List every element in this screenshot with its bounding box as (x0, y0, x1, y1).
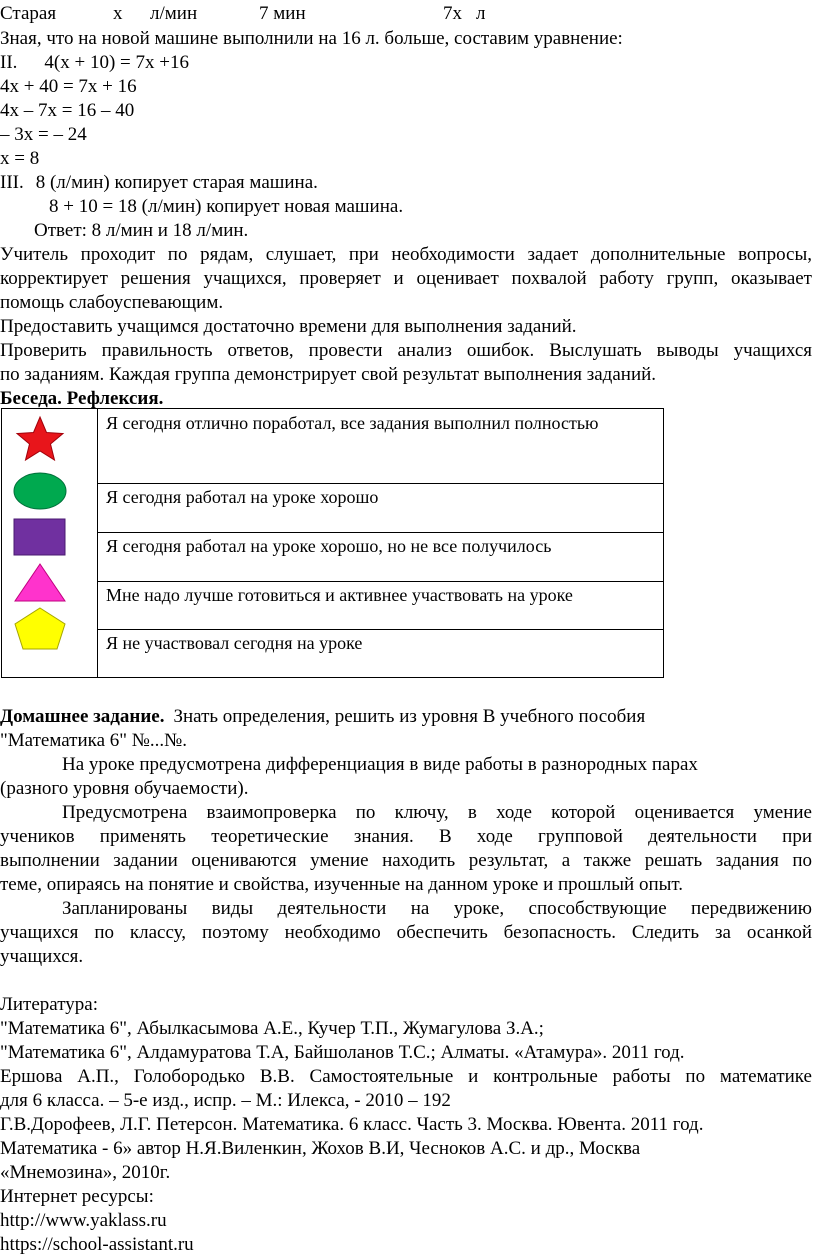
step-2-equation: 4(х + 10) = 7х +16 (44, 52, 189, 73)
step-3-label: III. (0, 172, 24, 193)
reflection-table (1, 408, 664, 678)
reflection-row-text: Я сегодня отлично поработал, все задания выполнил полностью (106, 413, 599, 433)
step-3 (0, 171, 318, 195)
paragraph-line: теме, опираясь на понятие и свойства, изученные на данном уроке и прошлый опыт. (0, 874, 684, 895)
header-old: Старая (0, 3, 57, 24)
reflection-heading: Беседа. Рефлексия. (0, 388, 164, 409)
reflection-row (98, 582, 664, 630)
table-header-row (0, 2, 56, 26)
internet-heading: Интернет ресурсы: (0, 1186, 154, 1207)
paragraph-line: учеников применять теоретические знания. В ходе групповой деятельности при (0, 826, 812, 847)
reflection-row (98, 484, 664, 533)
paragraph-line: На уроке предусмотрена дифференциация в виде работы в разнородных парах (62, 754, 698, 775)
triangle-icon (15, 564, 65, 601)
header-7x: 7х (443, 3, 462, 24)
homework (0, 705, 645, 729)
paragraph-line: выполнении задании оцениваются умение находить результат, а также решать задания по (0, 850, 812, 871)
paragraph-line: по заданиям. Каждая группа демонстрирует свой результат выполнения заданий. (0, 364, 657, 385)
reflection-row (98, 533, 664, 582)
paragraph-line: помощь слабоуспевающим. (0, 292, 224, 313)
star-icon (17, 417, 63, 460)
header-time: 7 мин (259, 3, 306, 24)
literature-item: «Мнемозина», 2010г. (0, 1162, 171, 1183)
new-machine-line: 8 + 10 = 18 (л/мин) копирует новая машина. (49, 196, 404, 217)
homework-text-line: "Математика 6" №...№. (0, 730, 188, 751)
reflection-row (98, 630, 664, 677)
paragraph-line: Проверить правильность ответов, провести анализ ошибок. Выслушать выводы учащихся (0, 340, 812, 361)
step-2 (0, 51, 189, 75)
reflection-row-text: Я сегодня работал на уроке хорошо (106, 487, 379, 507)
square-icon (14, 519, 65, 555)
header-x: х (113, 3, 123, 24)
equation-line: 4х – 7х = 16 – 40 (0, 100, 135, 121)
pentagon-icon (15, 608, 65, 649)
reflection-row-text: Я не участвовал сегодня на уроке (106, 633, 363, 653)
literature-item: Математика - 6» автор Н.Я.Виленкин, Жохов В.И, Чесноков А.С. и др., Москва (0, 1138, 641, 1159)
step-3-text: 8 (л/мин) копирует старая машина. (35, 172, 318, 193)
equation-line: 4х + 40 = 7х + 16 (0, 76, 137, 97)
paragraph-line: учащихся. (0, 946, 84, 967)
resource-link[interactable]: http://www.yaklass.ru (0, 1210, 167, 1231)
literature-item: Ершова А.П., Голобородько В.В. Самостоятельные и контрольные работы по математике (0, 1066, 812, 1087)
header-litres: л (476, 3, 486, 24)
reflection-row-text: Мне надо лучше готовиться и активнее участвовать на уроке (106, 585, 573, 605)
reflection-icons (2, 409, 97, 677)
paragraph-line: Учитель проходит по рядам, слушает, при необходимости задает дополнительные вопросы, (0, 244, 812, 265)
equation-line: х = 8 (0, 148, 40, 169)
paragraph-line: Предусмотрена взаимопроверка по ключу, в ходе которой оценивается умение (62, 802, 812, 823)
paragraph-line: Запланированы виды деятельности на уроке, способствующие передвижению (62, 898, 812, 919)
answer-line: Ответ: 8 л/мин и 18 л/мин. (34, 220, 249, 241)
paragraph-line: учащихся по классу, поэтому необходимо обеспечить безопасность. Следить за осанкой (0, 922, 812, 943)
reflection-icon-column (2, 409, 98, 677)
step-2-label: II. (0, 52, 18, 73)
literature-item: "Математика 6", Абылкасымова А.Е., Кучер Т.П., Жумагулова З.А.; (0, 1018, 544, 1039)
literature-heading: Литература: (0, 994, 98, 1015)
literature-item: Г.В.Дорофеев, Л.Г. Петерсон. Математика. 6 класс. Часть 3. Москва. Ювента. 2011 год. (0, 1114, 704, 1135)
reflection-row-text: Я сегодня работал на уроке хорошо, но не все получилось (106, 536, 552, 556)
equation-line: – 3х = – 24 (0, 124, 87, 145)
resource-link[interactable]: https://school-assistant.ru (0, 1234, 194, 1255)
paragraph-line: Предоставить учащимся достаточно времени для выполнения заданий. (0, 316, 577, 337)
homework-text: Знать определения, решить из уровня В учебного пособия (173, 706, 646, 727)
header-rate: л/мин (150, 3, 198, 24)
homework-label: Домашнее задание. (0, 706, 165, 727)
ellipse-icon (14, 473, 66, 509)
solution-intro: Зная, что на новой машине выполнили на 16 л. больше, составим уравнение: (0, 28, 623, 49)
reflection-row (98, 409, 664, 484)
literature-item: "Математика 6", Алдамуратова Т.А, Байшоланов Т.С.; Алматы. «Атамура». 2011 год. (0, 1042, 685, 1063)
literature-item: для 6 класса. – 5-е изд., испр. – М.: Илекса, - 2010 – 192 (0, 1090, 451, 1111)
paragraph-line: (разного уровня обучаемости). (0, 778, 249, 799)
paragraph-line: корректирует решения учащихся, проверяет и оценивает похвалой работу групп, оказывает (0, 268, 812, 289)
